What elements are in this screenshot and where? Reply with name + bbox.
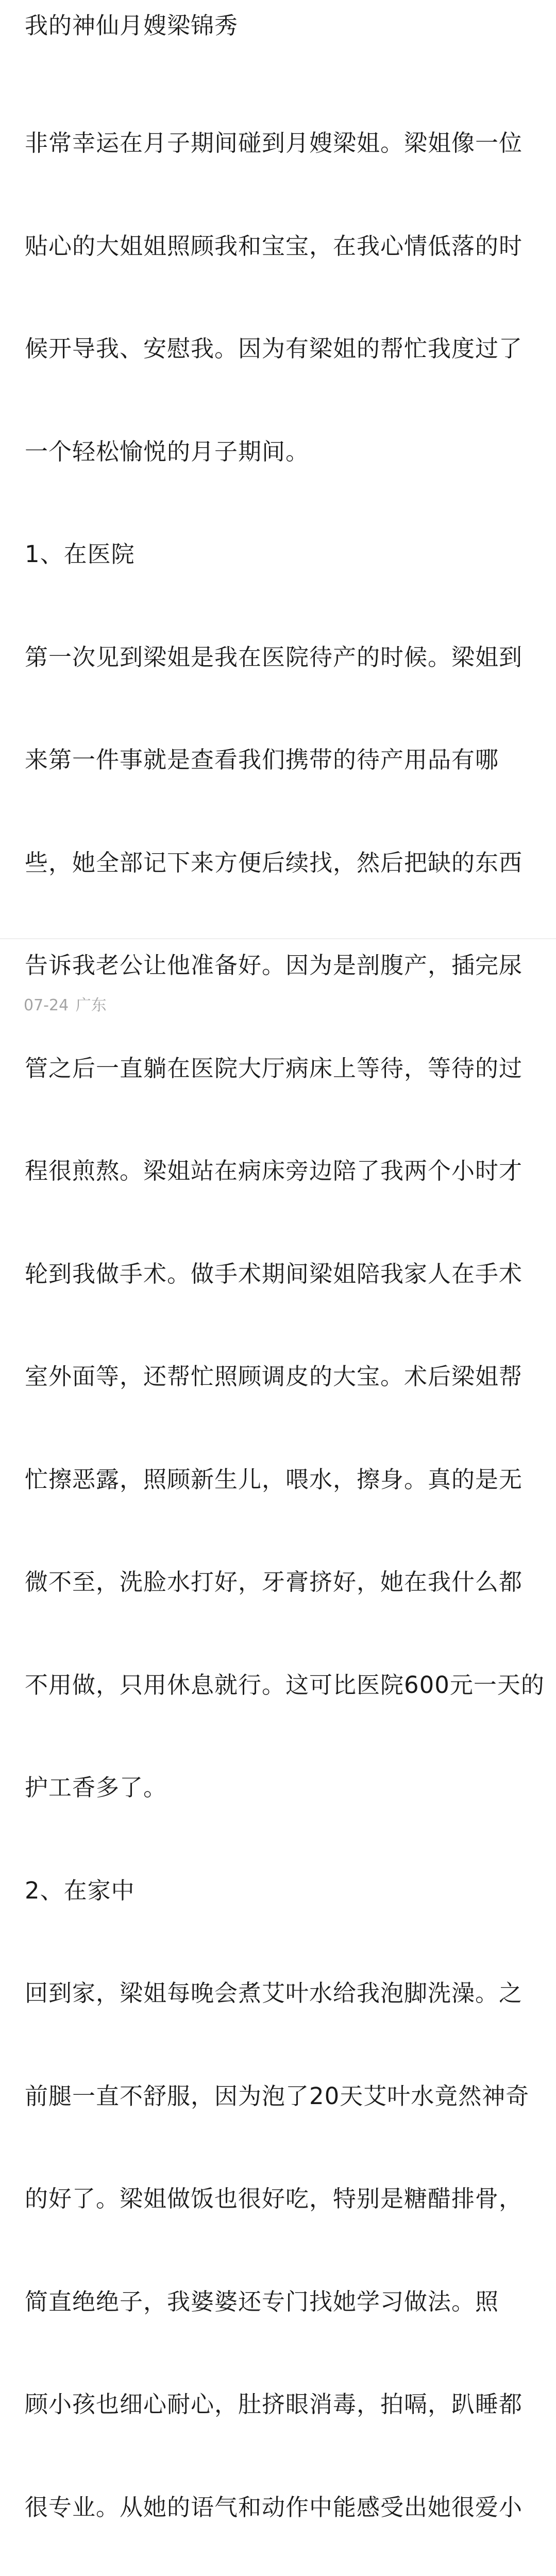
section-heading-home: 2、在家中 <box>25 1876 135 1904</box>
divider <box>0 938 556 939</box>
body-line: 贴心的大姐姐照顾我和宝宝，在我心情低落的时 <box>25 232 523 260</box>
body-line: 候开导我、安慰我。因为有梁姐的帮忙我度过了 <box>25 335 523 362</box>
post-body <box>25 58 545 2576</box>
body-line: 回到家，梁姐每晚会煮艾叶水给我泡脚洗澡。之 <box>25 1979 523 2007</box>
body-line: 不用做，只用休息就行。这可比医院600元一天的 <box>25 1671 545 1699</box>
body-line: 管之后一直躺在医院大厅病床上等待，等待的过 <box>25 1054 523 1082</box>
body-line: 告诉我老公让他准备好。因为是剖腹产，插完尿 <box>25 952 523 979</box>
body-line: 室外面等，还帮忙照顾调皮的大宝。术后梁姐帮 <box>25 1363 523 1390</box>
body-line: 些，她全部记下来方便后续找，然后把缺的东西 <box>25 849 523 876</box>
post-title: 我的神仙月嫂梁锦秀 <box>25 12 239 39</box>
post-location: 广东 <box>75 996 107 1014</box>
body-line: 一个轻松愉悦的月子期间。 <box>25 437 310 465</box>
body-line: 的好了。梁姐做饭也很好吃，特别是糖醋排骨， <box>25 2185 523 2212</box>
body-line: 忙擦恶露，照顾新生儿，喂水，擦身。真的是无 <box>25 1465 523 1493</box>
body-line: 护工香多了。 <box>25 1774 167 1801</box>
body-line: 轮到我做手术。做手术期间梁姐陪我家人在手术 <box>25 1260 523 1287</box>
post-date: 07-24 <box>24 996 69 1014</box>
body-line: 来第一件事就是查看我们携带的待产用品有哪 <box>25 746 499 773</box>
body-line: 微不至，洗脸水打好，牙膏挤好，她在我什么都 <box>25 1568 523 1596</box>
section-heading-hospital: 1、在医院 <box>25 540 135 568</box>
body-line: 简直绝绝子，我婆婆还专门找她学习做法。照 <box>25 2287 499 2315</box>
body-line: 顾小孩也细心耐心，肚挤眼消毒，拍嗝，趴睡都 <box>25 2391 523 2418</box>
body-line: 程很煎熬。梁姐站在病床旁边陪了我两个小时才 <box>25 1157 523 1184</box>
body-line: 第一次见到梁姐是我在医院待产的时候。梁姐到 <box>25 643 523 671</box>
body-line: 非常幸运在月子期间碰到月嫂梁姐。梁姐像一位 <box>25 129 523 157</box>
post-content <box>25 8 545 2576</box>
body-line: 前腿一直不舒服，因为泡了20天艾叶水竟然神奇 <box>25 2082 530 2110</box>
body-line: 很专业。从她的语气和动作中能感受出她很爱小 <box>25 2493 523 2521</box>
post-meta <box>24 995 109 1016</box>
